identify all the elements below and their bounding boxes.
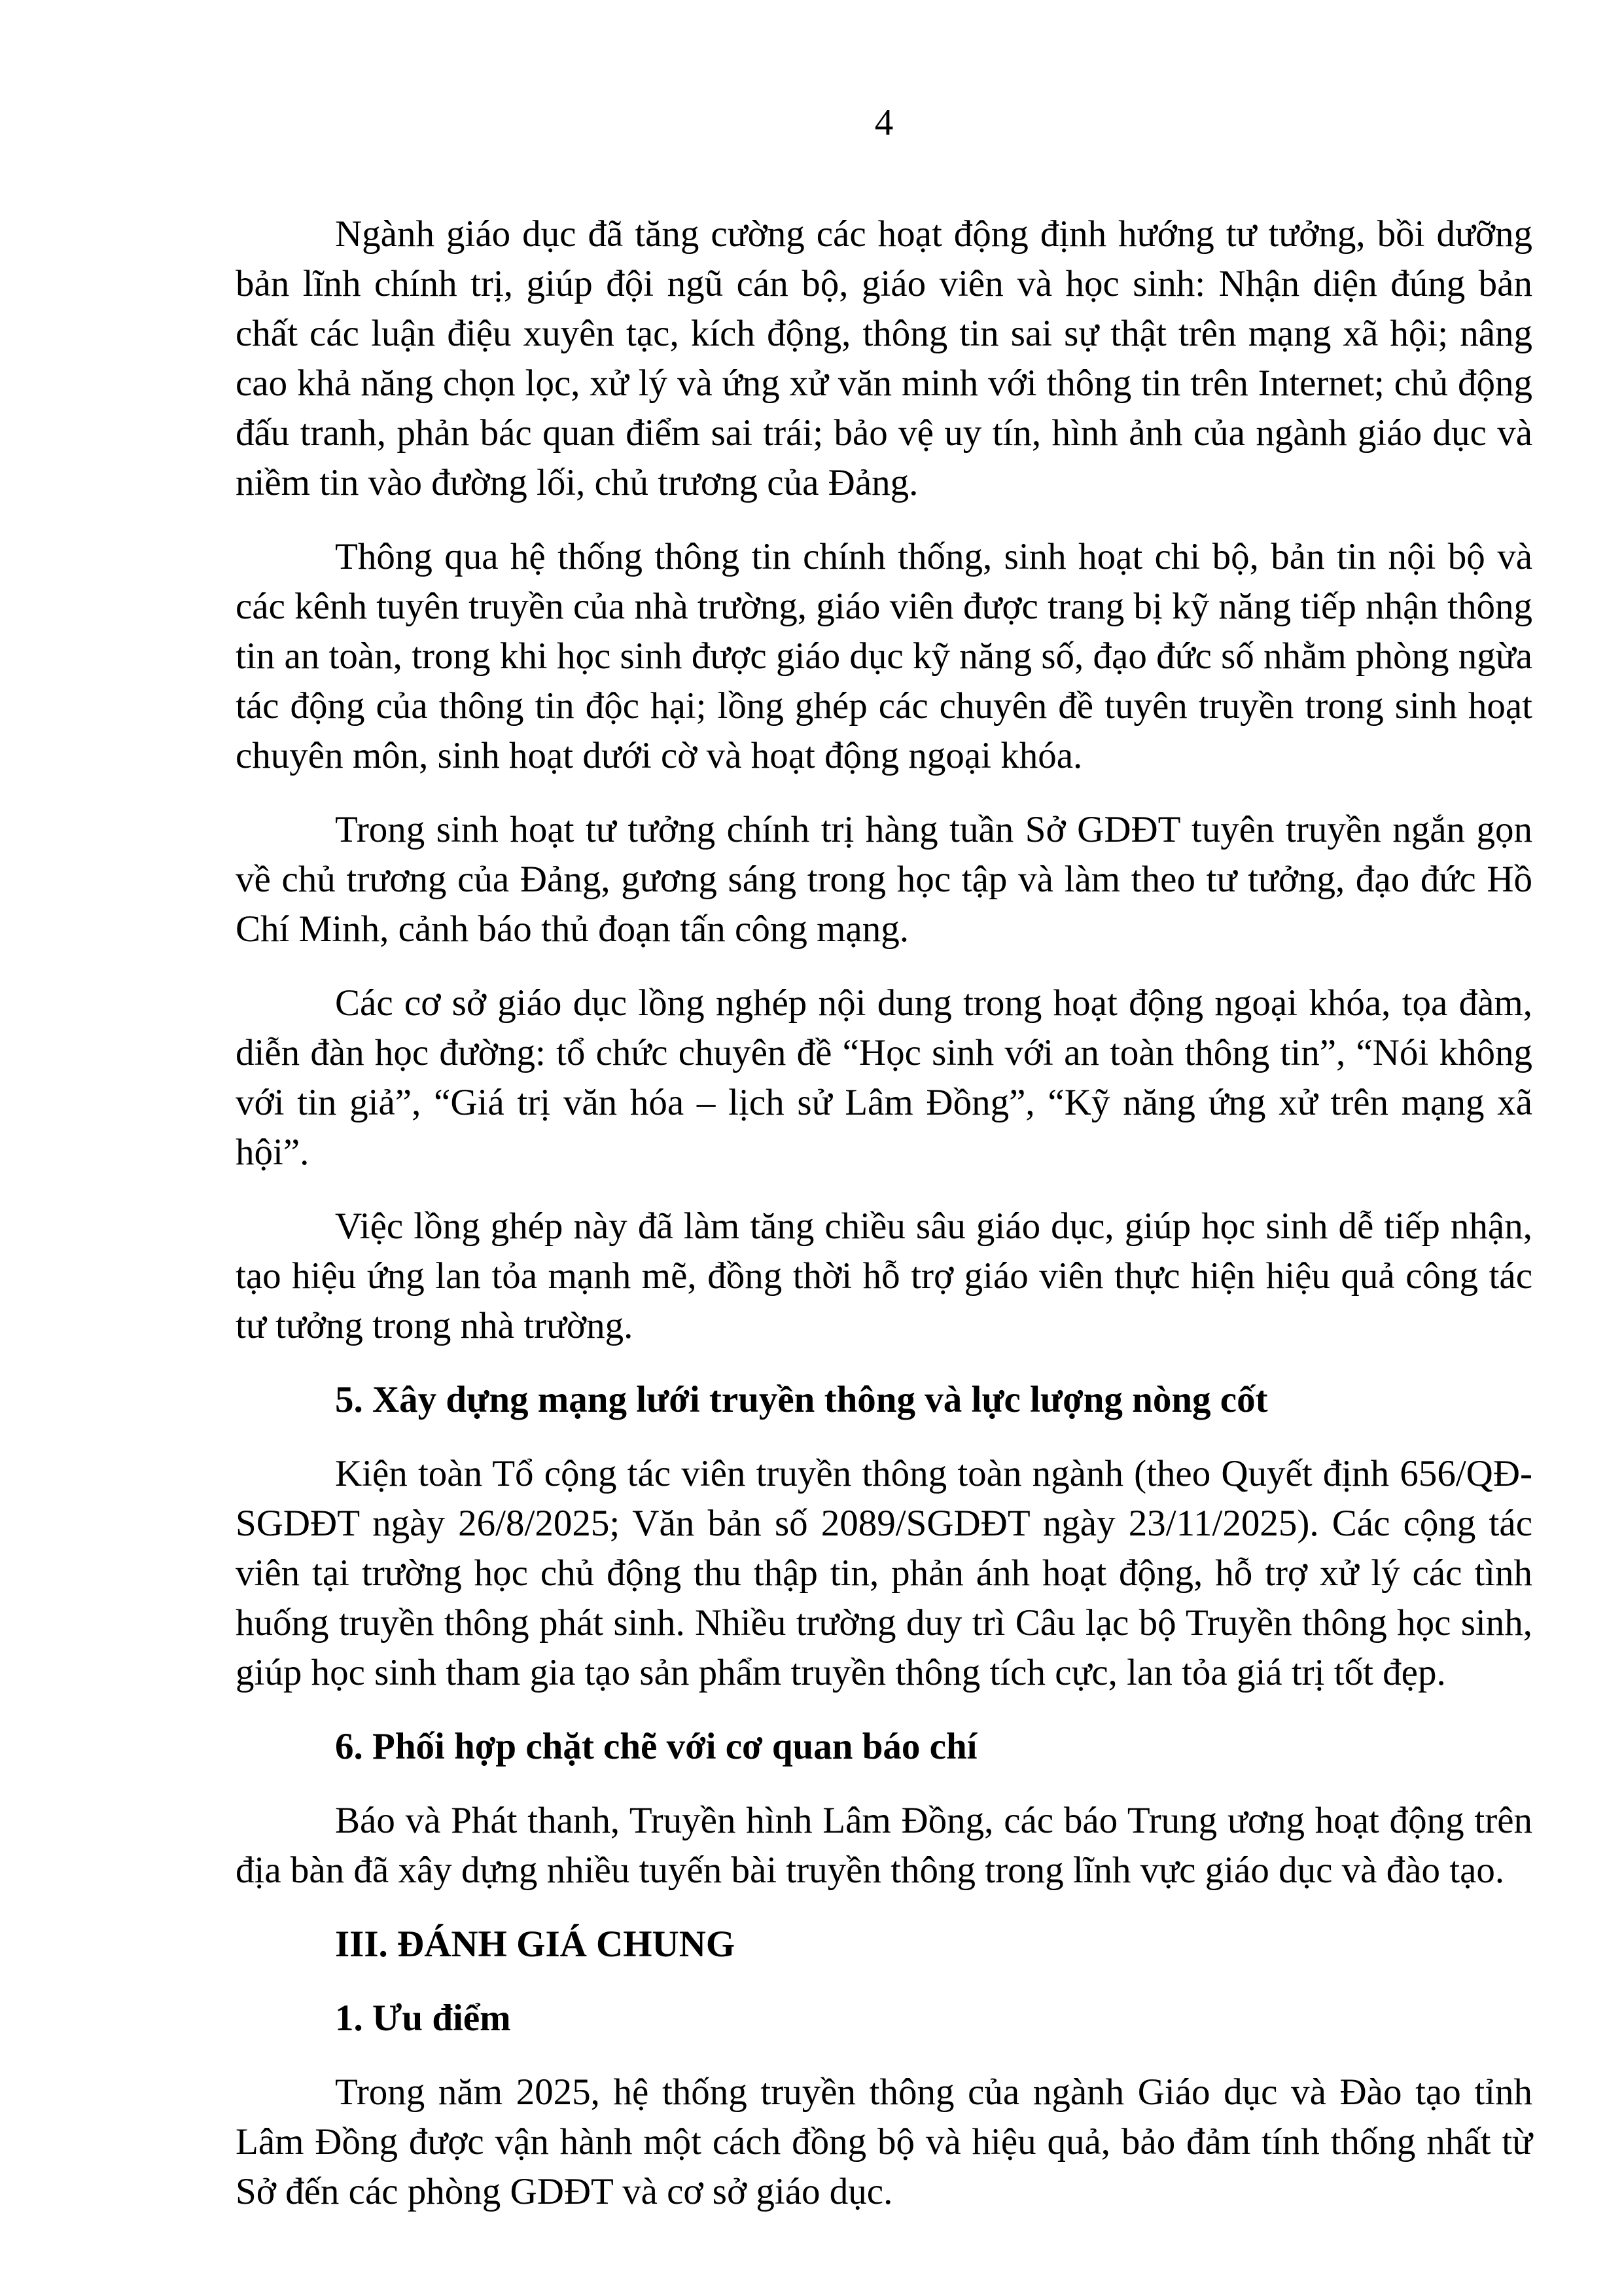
section-heading-1-strengths: 1. Ưu điểm xyxy=(335,1998,511,2039)
page-number: 4 xyxy=(874,102,894,143)
paragraph-integration-effect: Việc lồng ghép này đã làm tăng chiều sâu giáo dục, giúp học sinh dễ tiếp nhận, tạo hiệu ứng lan tỏa mạnh mẽ, đồng thời hỗ trợ giáo viên thực hiện hiệu quả công tác tư tưởng trong nhà trường. xyxy=(236,1206,1532,1346)
paragraph-collaborator-team: Kiện toàn Tổ cộng tác viên truyền thông toàn ngành (theo Quyết định 656/QĐ-SGDĐT ngày 26/8/2025; Văn bản số 2089/SGDĐT ngày 23/11/2025). Các cộng tác viên tại trường học chủ động thu thập tin, phản ánh hoạt động, hỗ trợ xử lý các tình huống truyền thông phát sinh. Nhiều trường duy trì Câu lạc bộ Truyền thông học sinh, giúp học sinh tham gia tạo sản phẩm truyền thông tích cực, lan tỏa giá trị tốt đẹp. xyxy=(236,1453,1532,1693)
section-heading-6-press-coordination: 6. Phối hợp chặt chẽ với cơ quan báo chí xyxy=(335,1726,978,1767)
section-heading-iii-general-assessment: III. ĐÁNH GIÁ CHUNG xyxy=(335,1924,735,1965)
paragraph-official-channels: Thông qua hệ thống thông tin chính thống, sinh hoạt chi bộ, bản tin nội bộ và các kênh tuyên truyền của nhà trường, giáo viên được trang bị kỹ năng tiếp nhận thông tin an toàn, trong khi học sinh được giáo dục kỹ năng số, đạo đức số nhằm phòng ngừa tác động của thông tin độc hại; lồng ghép các chuyên đề tuyên truyền trong sinh hoạt chuyên môn, sinh hoạt dưới cờ và hoạt động ngoại khóa. xyxy=(236,536,1532,776)
paragraph-ideology-orientation: Ngành giáo dục đã tăng cường các hoạt động định hướng tư tưởng, bồi dưỡng bản lĩnh chính trị, giúp đội ngũ cán bộ, giáo viên và học sinh: Nhận diện đúng bản chất các luận điệu xuyên tạc, kích động, thông tin sai sự thật trên mạng xã hội; nâng cao khả năng chọn lọc, xử lý và ứng xử văn minh với thông tin trên Internet; chủ động đấu tranh, phản bác quan điểm sai trái; bảo vệ uy tín, hình ảnh của ngành giáo dục và niềm tin vào đường lối, chủ trương của Đảng. xyxy=(236,213,1532,503)
paragraph-system-operation-2025: Trong năm 2025, hệ thống truyền thông của ngành Giáo dục và Đào tạo tỉnh Lâm Đồng được vận hành một cách đồng bộ và hiệu quả, bảo đảm tính thống nhất từ Sở đến các phòng GDĐT và cơ sở giáo dục. xyxy=(236,2072,1532,2212)
paragraph-weekly-political-activity: Trong sinh hoạt tư tưởng chính trị hàng tuần Sở GDĐT tuyên truyền ngắn gọn về chủ trương của Đảng, gương sáng trong học tập và làm theo tư tưởng, đạo đức Hồ Chí Minh, cảnh báo thủ đoạn tấn công mạng. xyxy=(236,809,1532,950)
paragraph-extracurricular-integration: Các cơ sở giáo dục lồng nghép nội dung trong hoạt động ngoại khóa, tọa đàm, diễn đàn học đường: tổ chức chuyên đề “Học sinh với an toàn thông tin”, “Nói không với tin giả”, “Giá trị văn hóa – lịch sử Lâm Đồng”, “Kỹ năng ứng xử trên mạng xã hội”. xyxy=(236,982,1532,1173)
paragraph-press-activities: Báo và Phát thanh, Truyền hình Lâm Đồng, các báo Trung ương hoạt động trên địa bàn đã xây dựng nhiều tuyến bài truyền thông trong lĩnh vực giáo dục và đào tạo. xyxy=(236,1800,1532,1891)
text-block xyxy=(236,98,1532,2241)
section-heading-5-network: 5. Xây dựng mạng lưới truyền thông và lực lượng nòng cốt xyxy=(335,1379,1268,1420)
